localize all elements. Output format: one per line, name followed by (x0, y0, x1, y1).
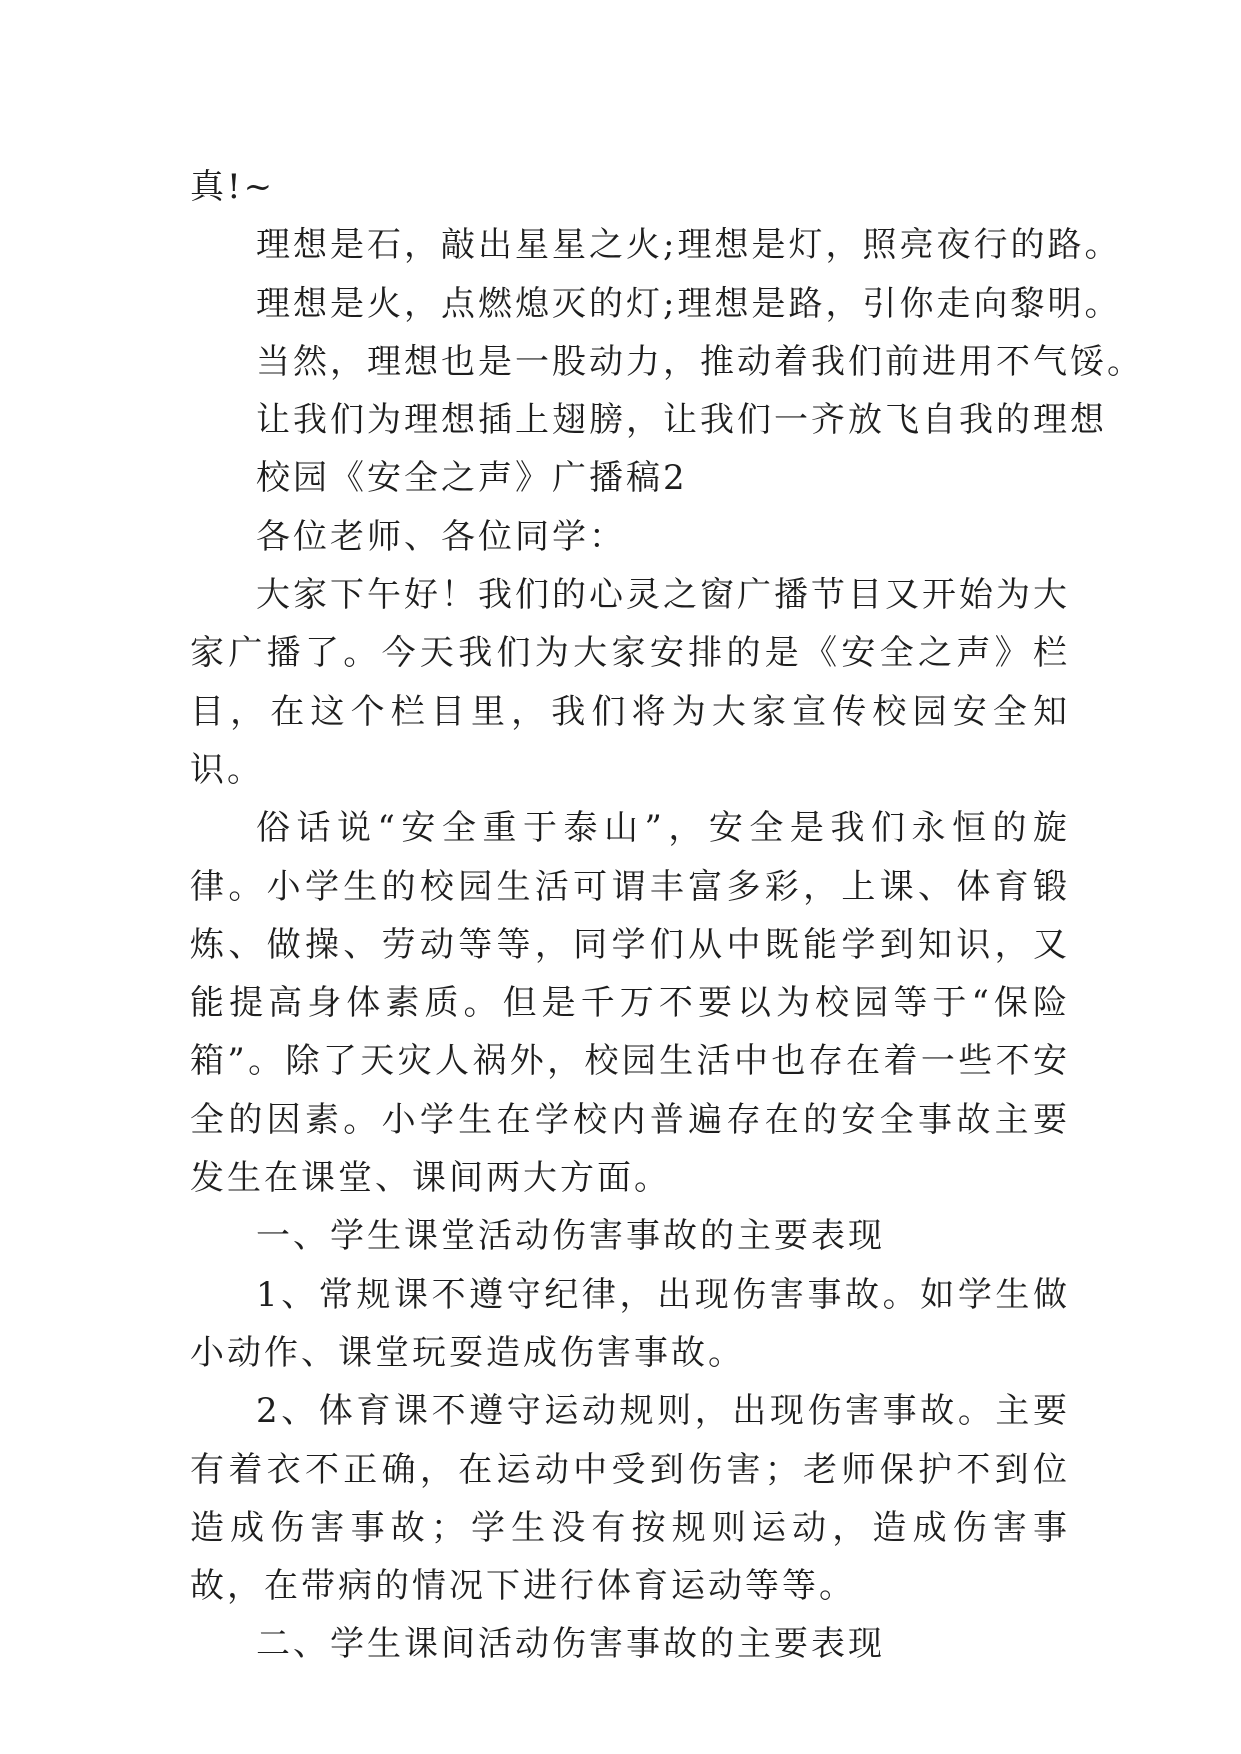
heading-break-accidents: 二、学生课间活动伤害事故的主要表现 (256, 1624, 885, 1665)
heading-classroom-accidents: 一、学生课堂活动伤害事故的主要表现 (256, 1216, 885, 1257)
paragraph-ideal-wings: 让我们为理想插上翅膀，让我们一齐放飞自我的理想 (256, 400, 1107, 441)
paragraph-intro: 大家下午好！我们的心灵之窗广播节目又开始为大家广播了。今天我们为大家安排的是《安全之声》栏目，在这个栏目里，我们将为大家宣传校园安全知识。 (190, 575, 1070, 790)
greeting: 各位老师、各位同学： (256, 516, 626, 557)
paragraph-ideal-stone: 理想是石，敲出星星之火;理想是灯，照亮夜行的路。 (256, 225, 1122, 266)
document-body (190, 158, 1144, 1674)
paragraph-ideal-power: 当然，理想也是一股动力，推动着我们前进用不气馁。 (256, 341, 1144, 382)
paragraph-ideal-fire: 理想是火，点燃熄灭的灯;理想是路，引你走向黎明。 (256, 283, 1122, 324)
section-title: 校园《安全之声》广播稿2 (256, 458, 688, 499)
item-regular-class: 1、常规课不遵守纪律，出现伤害事故。如学生做小动作、课堂玩耍造成伤害事故。 (190, 1274, 1070, 1373)
paragraph-safety: 俗话说“安全重于泰山”，安全是我们永恒的旋律。小学生的校园生活可谓丰富多彩，上课、体育锻炼、做操、劳动等等，同学们从中既能学到知识，又能提高身体素质。但是千万不要以为校园等于“保险箱”。除了天灾人祸外，校园生活中也存在着一些不安全的因素。小学生在学校内普遍存在的安全事故主要发生在课堂、课间两大方面。 (190, 808, 1070, 1199)
item-pe-class: 2、体育课不遵守运动规则，出现伤害事故。主要有着衣不正确，在运动中受到伤害；老师保护不到位造成伤害事故；学生没有按规则运动，造成伤害事故，在带病的情况下进行体育运动等等。 (190, 1391, 1070, 1607)
paragraph-continuation: 真!~ (190, 167, 276, 207)
